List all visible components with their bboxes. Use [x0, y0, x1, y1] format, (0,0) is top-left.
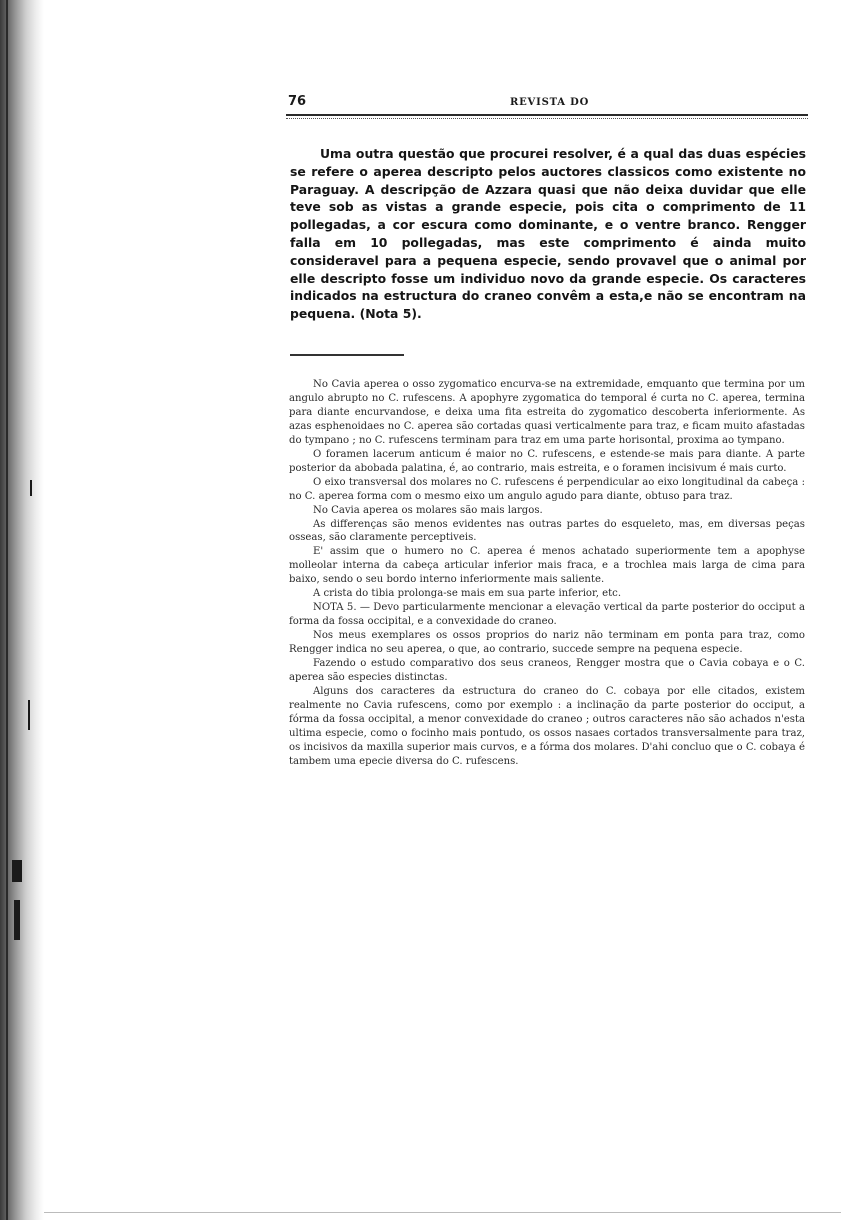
note-paragraph: No Cavia aperea o osso zygomatico encurva-se na extremidade, emquanto que termina por um angulo abrupto no C. rufescens. A apophyre zygomatica do temporal é curta no C. aperea, termina para diante encurvandose, e deixa uma fita estreita do zygomatico descoberta inferiormente. As azas esphenoidaes no C. aperea são cortadas quasi verticalmente para traz, e ficam muito afastadas do tympano ; no C. rufescens terminam para traz em uma parte horisontal, proxima ao tympano. [289, 379, 805, 446]
binding-mark [12, 860, 22, 882]
binding-edge-line [6, 0, 8, 1220]
note-paragraph: E' assim que o humero no C. aperea é menos achatado superiormente tem a apophyse molleolar interna da cabeça articular inferior mais fraca, e a trochlea mais larga de cima para baixo, sendo o seu bordo interno inferiormente mais saliente. [289, 546, 805, 586]
notes-section [289, 378, 805, 769]
note-paragraph: A crista do tibia prolonga-se mais em sua parte inferior, etc. [313, 588, 622, 600]
running-head: REVISTA DO [510, 97, 590, 108]
header-rule [286, 114, 808, 116]
note-paragraph: No Cavia aperea os molares são mais largos. [313, 504, 543, 516]
note-paragraph: As differenças são menos evidentes nas outras partes do esqueleto, mas, em diversas peças osseas, são claramente perceptiveis. [289, 518, 805, 544]
note-paragraph: Nos meus exemplares os ossos proprios do nariz não terminam em ponta para traz, como Rengger indica no seu aperea, o que, ao contrario, succede sempre na pequena especie. [289, 630, 805, 656]
page-number: 76 [288, 94, 307, 109]
binding-mark [14, 900, 20, 940]
page-bottom-edge [44, 1212, 841, 1213]
note-paragraph: O eixo transversal dos molares no C. rufescens é perpendicular ao eixo longitudinal da cabeça : no C. aperea forma com o mesmo eixo um angulo agudo para diante, obtuso para traz. [289, 476, 805, 502]
note-paragraph: Alguns dos caracteres da estructura do craneo do C. cobaya por elle citados, existem realmente no Cavia rufescens, como por exemplo : a inclinação da parte posterior do occiput, a fórma da fossa occipital, a menor convexidade do craneo ; outros caracteres não são achados n'esta ultima especie, como o focinho mais pontudo, os ossos nasaes cortados transversalmente para traz, os incisivos da maxilla superior mais curvos, e a fórma dos molares. D'ahi concluo que o C. cobaya é tambem uma epecie diversa do C. rufescens. [289, 685, 805, 767]
footnote-separator [290, 354, 404, 356]
note-5-paragraph: NOTA 5. — Devo particularmente mencionar a elevação vertical da parte posterior do occiput a forma da fossa occipital, e a convexidade do craneo. [289, 602, 805, 628]
main-paragraph: Uma outra questão que procurei resolver, é a qual das duas espécies se refere o aperea descripto pelos auctores classicos como existente no Paraguay. A descripção de Azzara quasi que não deixa duvidar que elle teve sob as vistas a grande especie, pois cita o comprimento de 11 pollegadas, a cor escura como dominante, e o ventre branco. Rengger falla em 10 pollegadas, mas este comprimento é ainda muito consideravel para a pequena especie, sendo provavel que o animal por elle descripto fosse um individuo novo da grande especie. Os caracteres indicados na estructura do craneo convêm a esta,e não se encontram na pequena. (Nota 5). [290, 146, 806, 322]
note-paragraph: O foramen lacerum anticum é maior no C. rufescens, e estende-se mais para diante. A parte posterior da abobada palatina, é, ao contrario, mais estreita, e o foramen incisivum é mais curto. [289, 448, 805, 474]
note-paragraph: Fazendo o estudo comparativo dos seus craneos, Rengger mostra que o Cavia cobaya e o C. aperea são especies distinctas. [289, 658, 805, 684]
binding-mark [30, 480, 32, 496]
header-rule-dotted [286, 118, 808, 119]
page-header [288, 94, 808, 116]
binding-mark [28, 700, 30, 730]
